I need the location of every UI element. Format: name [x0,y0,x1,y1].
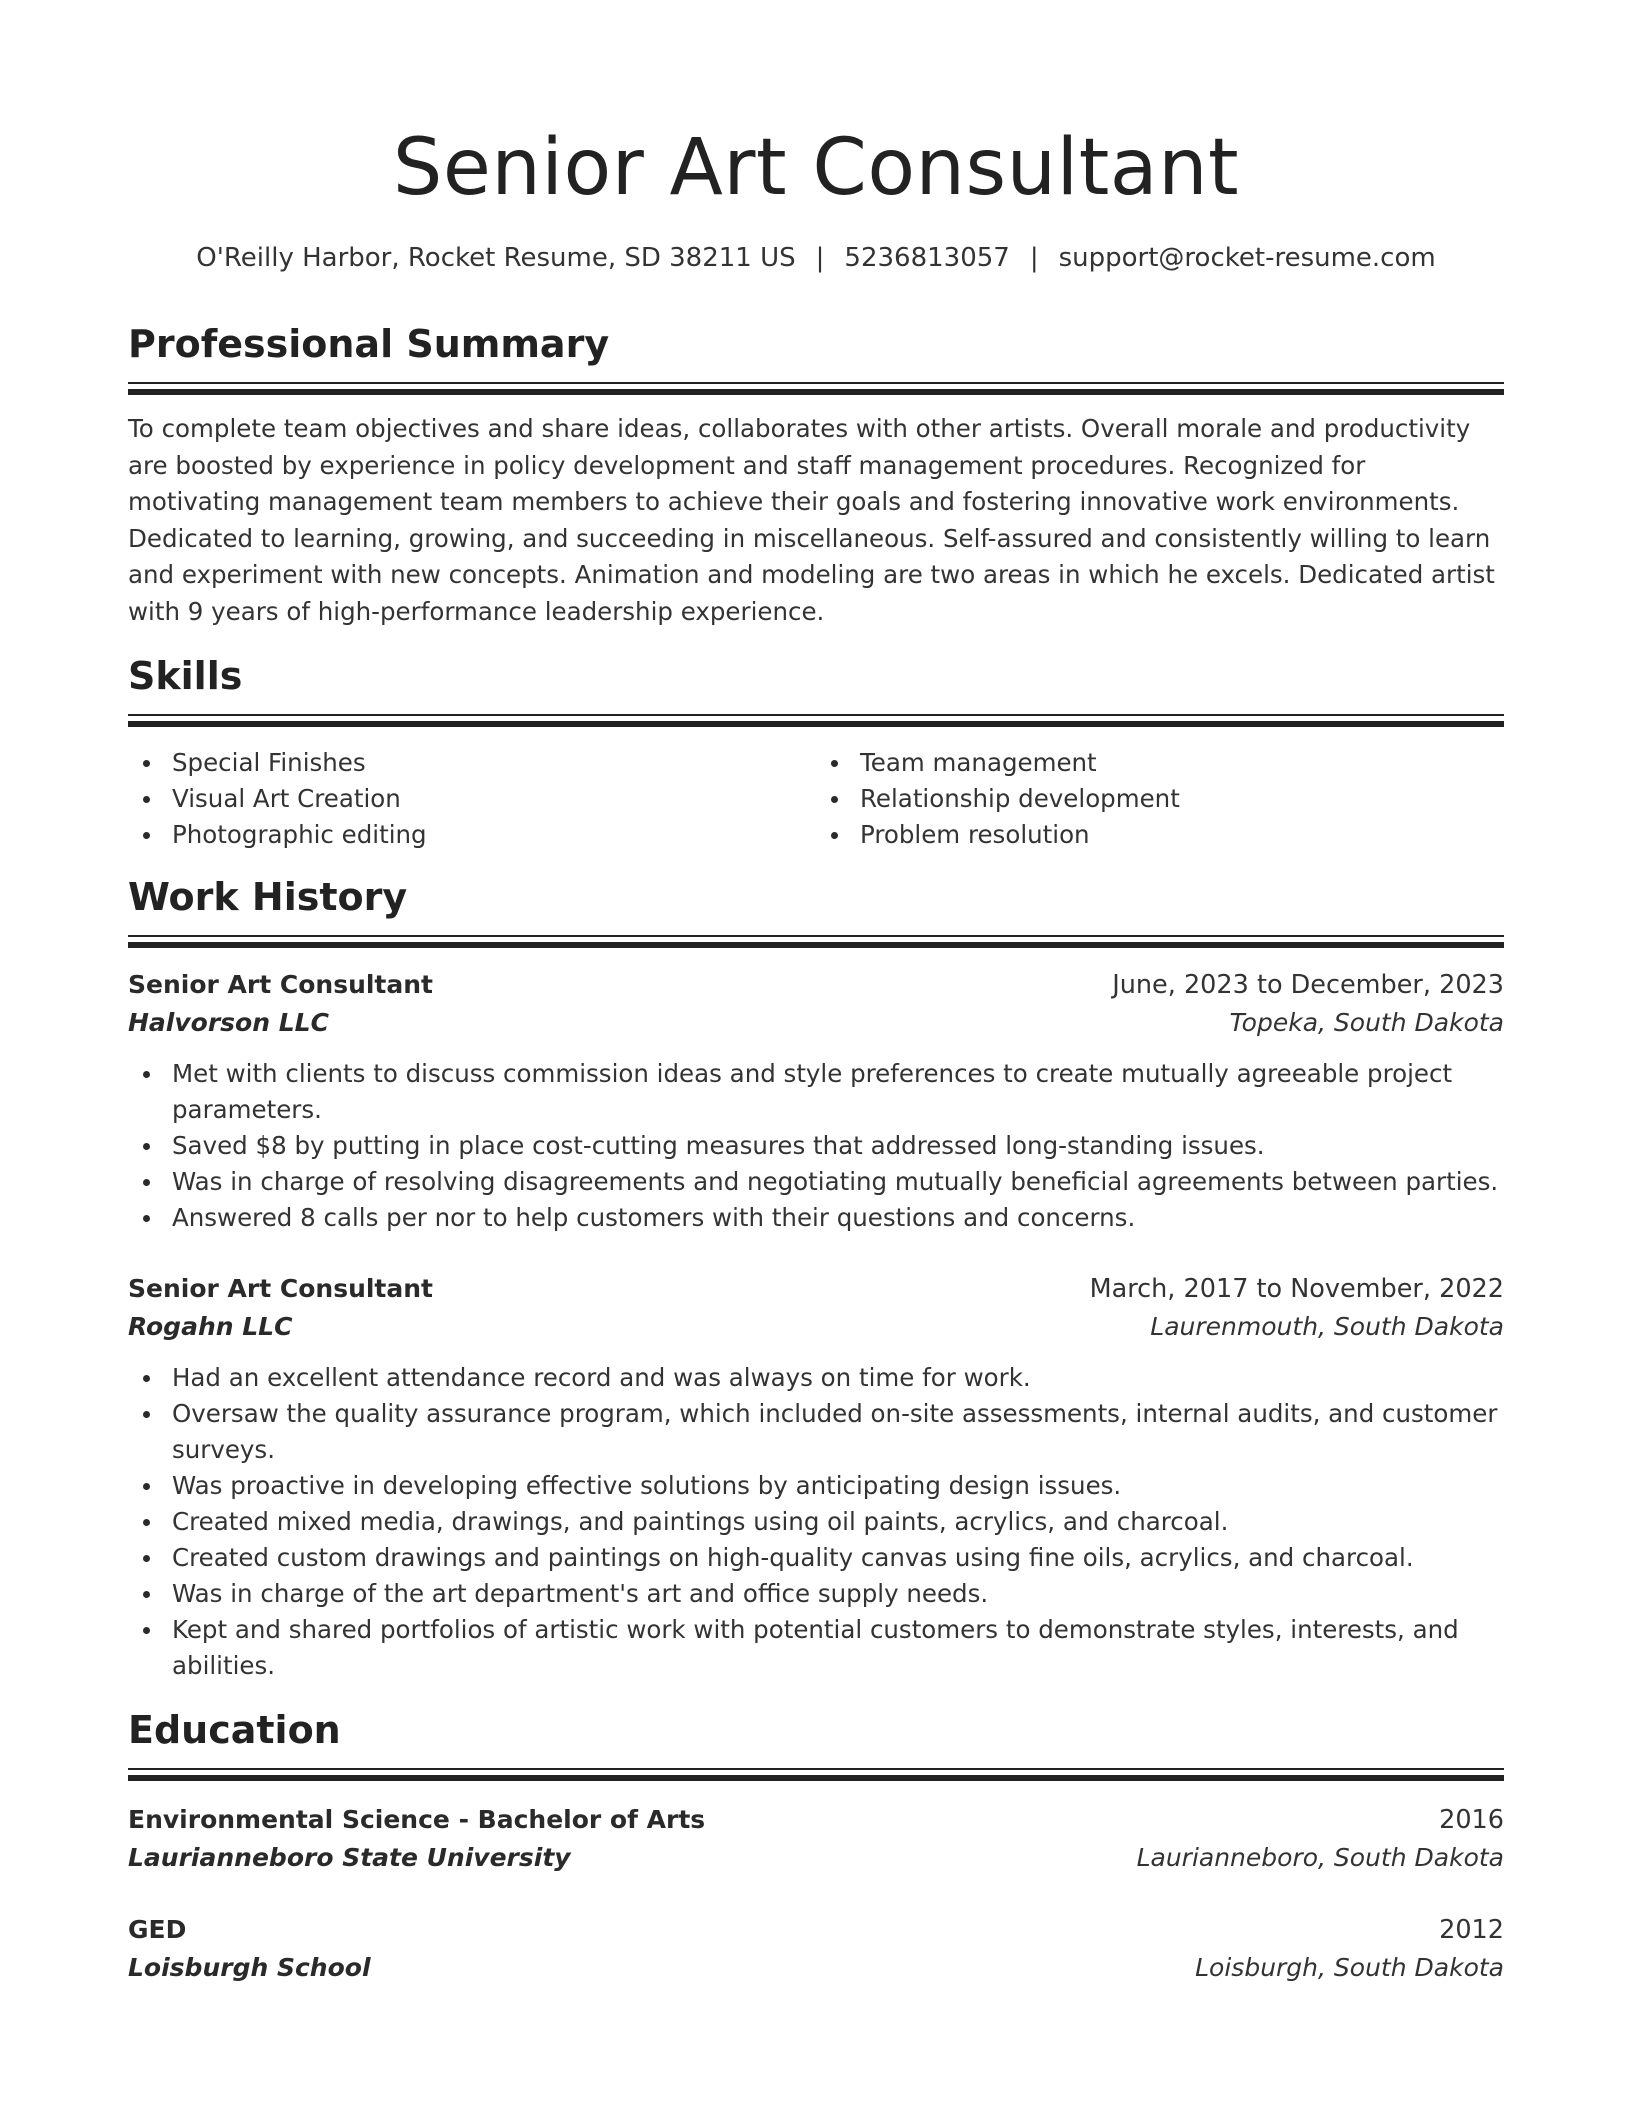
job-role: Senior Art Consultant [128,970,434,999]
contact-separator: | [815,243,825,273]
education-degree: Environmental Science - Bachelor of Arts [128,1805,706,1834]
education-school: Loisburgh School [128,1953,371,1982]
contact-address: O'Reilly Harbor, Rocket Resume, SD 38211 US [196,243,796,273]
education-entry [128,1911,1504,1987]
education-school: Laurianneboro State University [128,1843,571,1872]
skill-item: Relationship development [816,781,1504,817]
job-location: Laurenmouth, South Dakota [1150,1312,1504,1341]
job-bullet: Was proactive in developing effective solutions by anticipating design issues. [128,1468,1504,1504]
skills-columns [128,745,1504,853]
job-bullet: Saved $8 by putting in place cost-cutting measures that addressed long-standing issues. [128,1128,1504,1164]
section-title-summary: Professional Summary [128,322,610,366]
education-header-row [128,1801,1504,1839]
education-year: 2012 [1439,1915,1504,1945]
job-bullet: Met with clients to discuss commission ideas and style preferences to create mutually agreeable project parameters. [128,1056,1504,1128]
education-entry [128,1801,1504,1877]
skill-item: Team management [816,745,1504,781]
education-location: Loisburgh, South Dakota [1195,1953,1504,1982]
education-location: Laurianneboro, South Dakota [1136,1843,1504,1872]
skills-section [128,652,1504,853]
skill-item: Visual Art Creation [128,781,816,817]
section-divider [128,1768,1504,1781]
section-title-skills: Skills [128,654,243,698]
job-bullet: Was in charge of resolving disagreements and negotiating mutually beneficial agreements between parties. [128,1164,1504,1200]
job-bullet: Had an excellent attendance record and was always on time for work. [128,1360,1504,1396]
job-bullets [128,1360,1504,1684]
education-section [128,1706,1504,1987]
job-company: Halvorson LLC [128,1008,329,1037]
job-bullet: Answered 8 calls per nor to help customers with their questions and concerns. [128,1200,1504,1236]
job-dates: March, 2017 to November, 2022 [1089,1274,1504,1304]
job-entry [128,1270,1504,1684]
education-degree: GED [128,1915,187,1944]
job-company: Rogahn LLC [128,1312,293,1341]
job-location: Topeka, South Dakota [1229,1008,1504,1037]
education-header-row [128,1911,1504,1949]
contact-email: support@rocket-resume.com [1058,243,1436,273]
job-entry [128,966,1504,1236]
job-bullet: Kept and shared portfolios of artistic work with potential customers to demonstrate styles, interests, and abilities. [128,1612,1504,1684]
job-company-row [128,1308,1504,1346]
skill-item: Photographic editing [128,817,816,853]
summary-section [128,320,1504,630]
section-divider [128,935,1504,948]
resume-name: Senior Art Consultant [392,123,1240,213]
job-company-row [128,1004,1504,1042]
job-bullet: Created mixed media, drawings, and paintings using oil paints, acrylics, and charcoal. [128,1504,1504,1540]
education-school-row [128,1949,1504,1987]
job-bullet: Oversaw the quality assurance program, which included on-site assessments, internal audits, and customer surveys. [128,1396,1504,1468]
section-title-education: Education [128,1708,341,1752]
contact-line [128,240,1504,276]
job-header-row [128,966,1504,1004]
job-bullet: Was in charge of the art department's art and office supply needs. [128,1576,1504,1612]
section-divider [128,382,1504,395]
job-bullets [128,1056,1504,1236]
education-year: 2016 [1439,1805,1504,1835]
summary-text: To complete team objectives and share ideas, collaborates with other artists. Overall morale and productivity are boosted by experience in policy development and staff management procedures. Recognized for motivating management team members to achieve their goals and fostering innovative work environments. Dedicated to learning, growing, and succeeding in miscellaneous. Self-assured and consistently willing to learn and experiment with new concepts. Animation and modeling are two areas in which he excels. Dedicated artist with 9 years of high-performance leadership experience. [128,414,1495,626]
skill-item: Special Finishes [128,745,816,781]
skill-item: Problem resolution [816,817,1504,853]
contact-phone: 5236813057 [844,243,1010,273]
work-section [128,873,1504,1684]
section-divider [128,714,1504,727]
job-role: Senior Art Consultant [128,1274,434,1303]
job-bullet: Created custom drawings and paintings on high-quality canvas using fine oils, acrylics, and charcoal. [128,1540,1504,1576]
job-header-row [128,1270,1504,1308]
education-school-row [128,1839,1504,1877]
skills-list-right [816,745,1504,853]
section-title-work: Work History [128,875,408,919]
contact-separator: | [1029,243,1039,273]
skills-list-left [128,745,816,853]
job-dates: June, 2023 to December, 2023 [1112,970,1504,1000]
